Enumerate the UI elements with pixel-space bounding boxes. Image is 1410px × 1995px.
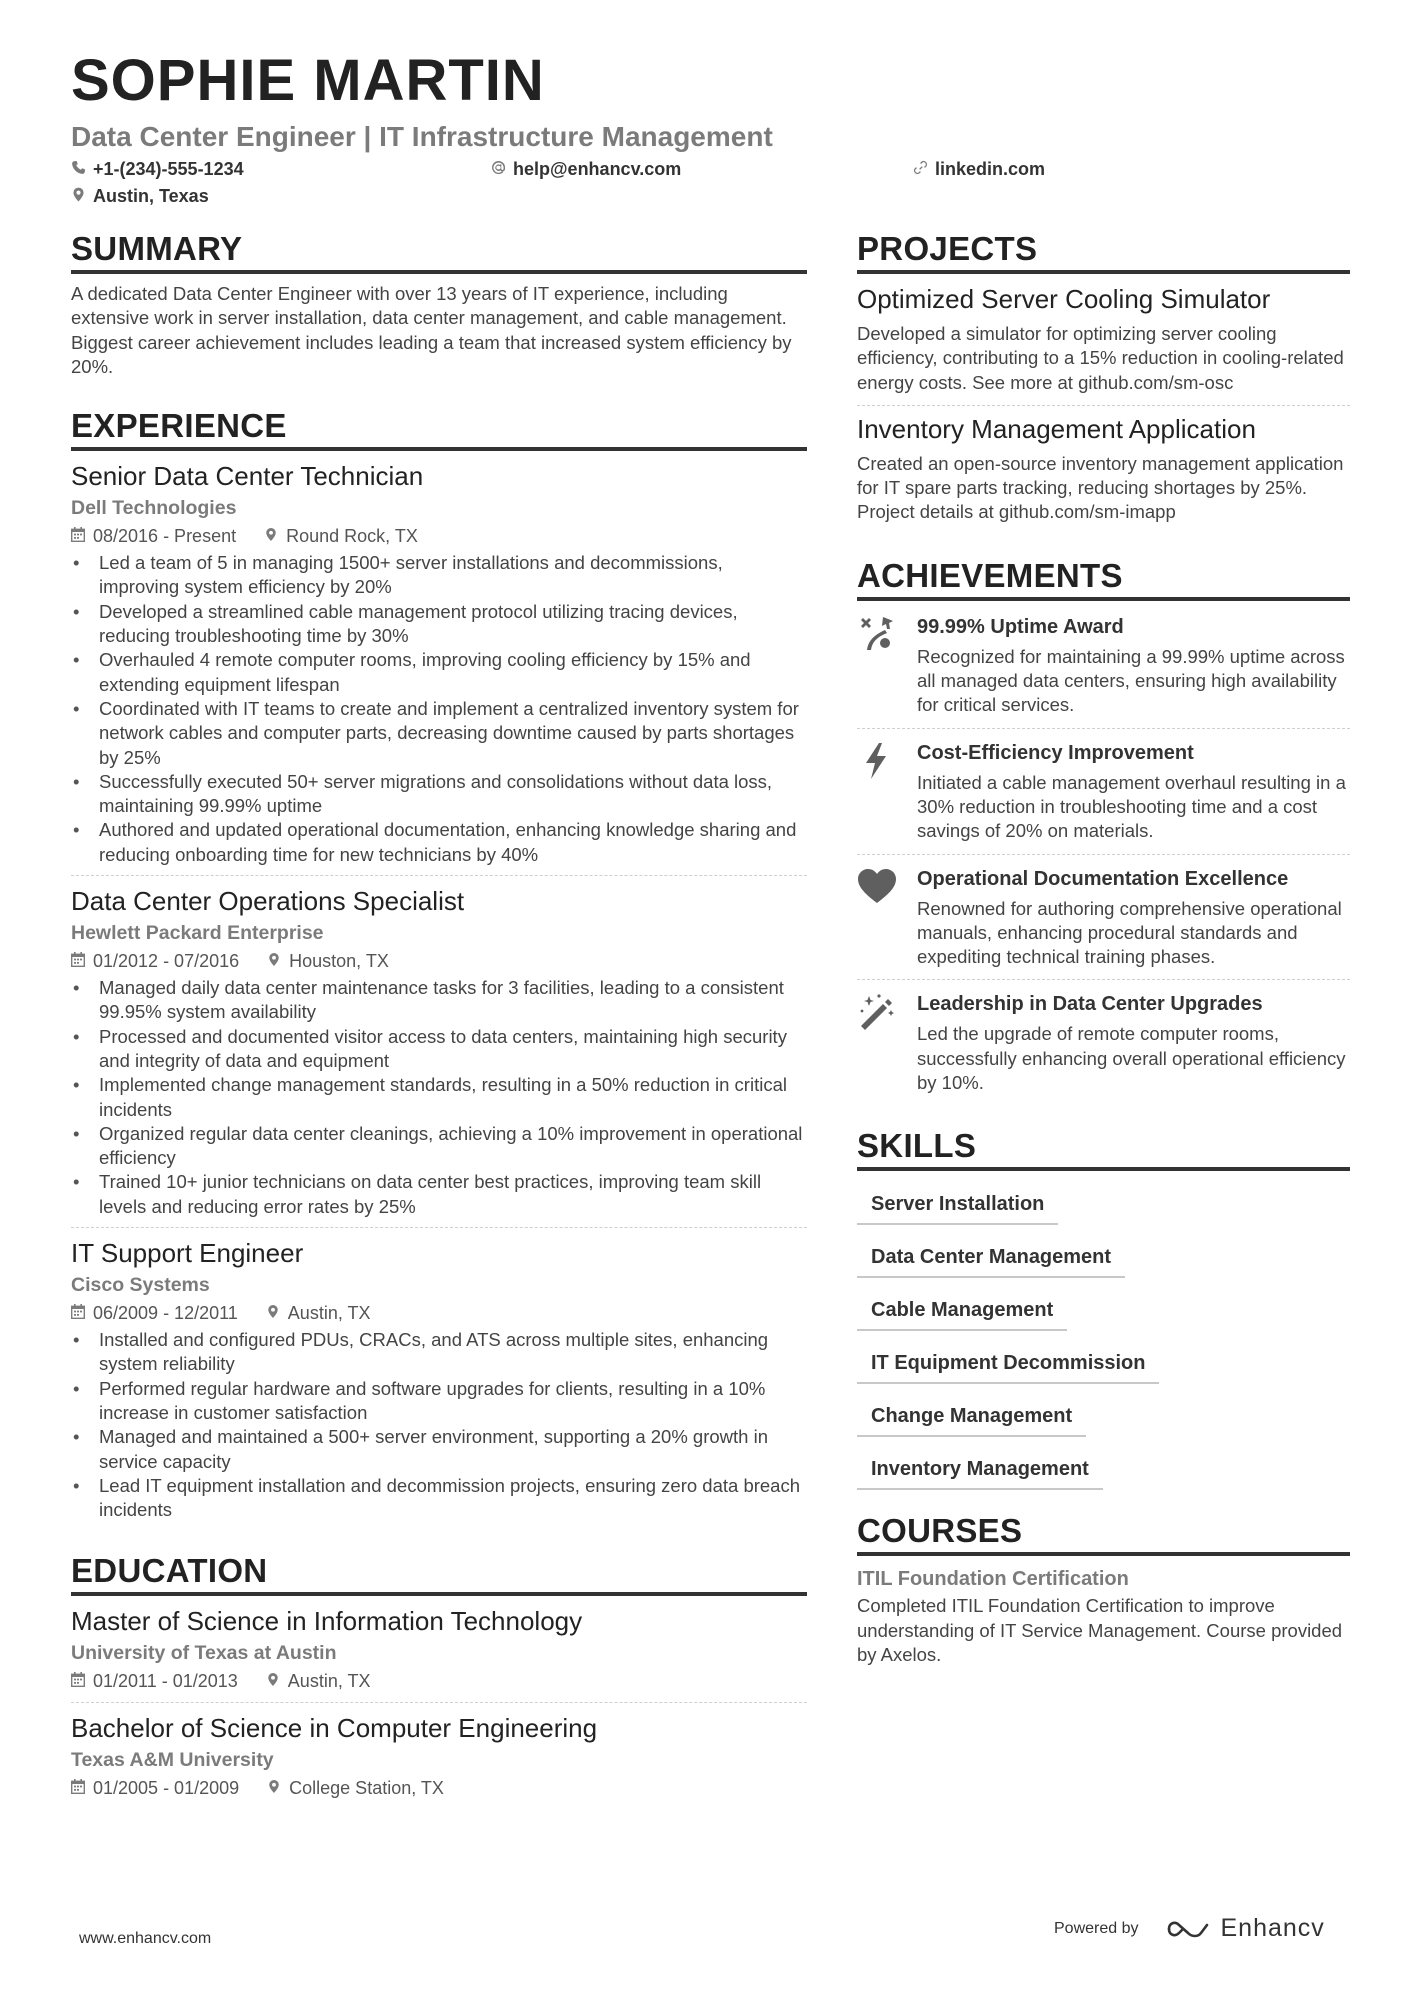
candidate-name: SOPHIE MARTIN bbox=[71, 48, 545, 113]
job-bullets bbox=[71, 976, 807, 1219]
company-name: Cisco Systems bbox=[71, 1274, 210, 1297]
job-meta bbox=[71, 1300, 807, 1326]
location-pin-icon bbox=[266, 1300, 280, 1326]
school-name: University of Texas at Austin bbox=[71, 1642, 337, 1665]
bullet: • Trained 10+ junior technicians on data center best practices, improving team skill levels and reducing error rates by 25% bbox=[71, 1170, 807, 1219]
location-pin-icon bbox=[266, 1668, 280, 1694]
education-meta bbox=[71, 1668, 807, 1694]
job-bullets bbox=[71, 551, 807, 867]
calendar-icon bbox=[71, 1300, 85, 1326]
job-title: IT Support Engineer bbox=[71, 1238, 304, 1269]
link-icon bbox=[913, 160, 928, 178]
course-description: Completed ITIL Foundation Certification to improve understanding of IT Service Management. Course provided by Axelos. bbox=[857, 1595, 1343, 1665]
education-entry bbox=[71, 1702, 807, 1809]
projects-heading: PROJECTS bbox=[857, 232, 1350, 274]
skill-tag: Data Center Management bbox=[857, 1238, 1125, 1278]
bullet: • Implemented change management standards, resulting in a 50% reduction in critical incidents bbox=[71, 1073, 807, 1122]
heart-icon bbox=[857, 865, 917, 970]
courses-heading: COURSES bbox=[857, 1514, 1350, 1556]
left-column bbox=[71, 232, 807, 1839]
email-text: help@enhancv.com bbox=[513, 159, 682, 179]
calendar-icon bbox=[71, 523, 85, 549]
bullet: • Performed regular hardware and software upgrades for clients, resulting in a 10% increase in customer satisfaction bbox=[71, 1377, 807, 1426]
summary-heading: SUMMARY bbox=[71, 232, 807, 274]
bullet: • Overhauled 4 remote computer rooms, improving cooling efficiency by 15% and extending equipment lifespan bbox=[71, 648, 807, 697]
linkedin-text: linkedin.com bbox=[935, 159, 1046, 179]
job-meta bbox=[71, 948, 807, 974]
school-name: Texas A&M University bbox=[71, 1749, 274, 1772]
footer-website[interactable]: www.enhancv.com bbox=[79, 1930, 212, 1947]
location-text: Austin, Texas bbox=[93, 186, 209, 206]
education-meta bbox=[71, 1775, 807, 1801]
location-pin-icon bbox=[267, 948, 281, 974]
phone-icon bbox=[71, 160, 86, 178]
enhancv-logo[interactable] bbox=[1165, 1914, 1325, 1943]
job-location: Austin, TX bbox=[287, 1303, 371, 1324]
contact-linkedin[interactable] bbox=[913, 160, 1045, 178]
powered-by-text: Powered by bbox=[1054, 1919, 1139, 1937]
experience-entry bbox=[71, 459, 807, 875]
contact-email[interactable] bbox=[491, 160, 681, 178]
education-heading: EDUCATION bbox=[71, 1554, 807, 1596]
bullet: • Lead IT equipment installation and decommission projects, ensuring zero data breach incidents bbox=[71, 1474, 807, 1523]
route-icon bbox=[857, 613, 917, 718]
achievement-title: Leadership in Data Center Upgrades bbox=[917, 993, 1263, 1016]
location-pin-icon bbox=[267, 1775, 281, 1801]
lightning-icon bbox=[857, 739, 917, 844]
contact-location bbox=[71, 187, 209, 205]
achievement-entry bbox=[857, 603, 1350, 728]
experience-entry bbox=[71, 1227, 807, 1530]
achievement-title: Cost-Efficiency Improvement bbox=[917, 741, 1194, 764]
location-pin-icon bbox=[71, 187, 86, 205]
experience-section bbox=[71, 409, 807, 1530]
right-column bbox=[857, 232, 1350, 1697]
bullet: • Developed a streamlined cable management protocol utilizing tracing devices, reducing troubleshooting time by 30% bbox=[71, 600, 807, 649]
skill-tag: Server Installation bbox=[857, 1185, 1058, 1225]
skills-section bbox=[857, 1129, 1350, 1490]
project-description: Developed a simulator for optimizing server cooling efficiency, contributing to a 15% reduction in cooling-related energy costs. See more at github.com/sm-osc bbox=[857, 323, 1344, 393]
job-title: Data Center Operations Specialist bbox=[71, 886, 465, 917]
bullet: • Authored and updated operational documentation, enhancing knowledge sharing and reducing onboarding time for new technicians by 40% bbox=[71, 818, 807, 867]
degree: Bachelor of Science in Computer Engineering bbox=[71, 1713, 598, 1744]
courses-section bbox=[857, 1514, 1350, 1667]
job-location: Round Rock, TX bbox=[286, 526, 418, 547]
bullet: • Managed daily data center maintenance tasks for 3 facilities, leading to a consistent 99.95% system availability bbox=[71, 976, 807, 1025]
bullet: • Coordinated with IT teams to create and implement a centralized inventory system for network cables and computer parts, decreasing downtime caused by parts shortages by 25% bbox=[71, 697, 807, 770]
bullet: • Led a team of 5 in managing 1500+ server installations and decommissions, improving system efficiency by 20% bbox=[71, 551, 807, 600]
skills-heading: SKILLS bbox=[857, 1129, 1350, 1171]
phone-text: +1-(234)-555-1234 bbox=[93, 159, 244, 179]
skill-tag: Inventory Management bbox=[857, 1450, 1103, 1490]
job-dates: 08/2016 - Present bbox=[93, 526, 237, 547]
calendar-icon bbox=[71, 948, 85, 974]
course-name: ITIL Foundation Certification bbox=[857, 1568, 1129, 1591]
location-pin-icon bbox=[264, 523, 278, 549]
company-name: Dell Technologies bbox=[71, 497, 237, 520]
bullet: • Organized regular data center cleanings, achieving a 10% improvement in operational efficiency bbox=[71, 1122, 807, 1171]
achievement-description: Led the upgrade of remote computer rooms, successfully enhancing overall operational efficiency by 10%. bbox=[917, 1023, 1346, 1094]
skill-tag: Change Management bbox=[857, 1397, 1086, 1437]
achievement-description: Renowned for authoring comprehensive operational manuals, enhancing procedural standards and expediting technical training phases. bbox=[917, 897, 1342, 968]
skill-tag: IT Equipment Decommission bbox=[857, 1344, 1159, 1384]
contact-phone[interactable] bbox=[71, 160, 244, 178]
education-location: College Station, TX bbox=[289, 1778, 444, 1799]
degree: Master of Science in Information Technology bbox=[71, 1606, 583, 1637]
project-entry bbox=[857, 282, 1350, 405]
magic-wand-icon bbox=[857, 990, 917, 1095]
projects-section bbox=[857, 232, 1350, 535]
company-name: Hewlett Packard Enterprise bbox=[71, 922, 324, 945]
bullet: • Processed and documented visitor access to data centers, maintaining high security and integrity of data and equipment bbox=[71, 1025, 807, 1074]
at-icon bbox=[491, 160, 506, 178]
skills-list bbox=[857, 1179, 1350, 1490]
education-dates: 01/2011 - 01/2013 bbox=[93, 1671, 238, 1692]
summary-text: A dedicated Data Center Engineer with over 13 years of IT experience, including extensive work in server installation, data center management, and cable management. Biggest career achievement includes leading a team that increased system efficiency by 20%. bbox=[71, 283, 792, 377]
calendar-icon bbox=[71, 1775, 85, 1801]
education-location: Austin, TX bbox=[287, 1671, 371, 1692]
job-location: Houston, TX bbox=[289, 951, 389, 972]
project-description: Created an open-source inventory management application for IT spare parts tracking, reducing shortages by 25%. Project details at github.com/sm-imapp bbox=[857, 452, 1344, 523]
achievements-section bbox=[857, 556, 1350, 1106]
achievement-entry bbox=[857, 979, 1350, 1105]
experience-entry bbox=[71, 875, 807, 1227]
skill-tag: Cable Management bbox=[857, 1291, 1067, 1331]
achievement-entry bbox=[857, 728, 1350, 854]
job-dates: 06/2009 - 12/2011 bbox=[93, 1303, 238, 1324]
calendar-icon bbox=[71, 1668, 85, 1694]
bullet: • Successfully executed 50+ server migrations and consolidations without data loss, maintaining 99.99% uptime bbox=[71, 770, 807, 819]
project-name: Inventory Management Application bbox=[857, 413, 1256, 444]
bullet: • Managed and maintained a 500+ server environment, supporting a 20% growth in service capacity bbox=[71, 1425, 807, 1474]
education-dates: 01/2005 - 01/2009 bbox=[93, 1778, 240, 1799]
project-entry bbox=[857, 405, 1350, 535]
education-entry bbox=[71, 1604, 807, 1702]
bullet: • Installed and configured PDUs, CRACs, and ATS across multiple sites, enhancing system reliability bbox=[71, 1328, 807, 1377]
enhancv-logo-icon bbox=[1165, 1917, 1211, 1941]
summary-section bbox=[71, 232, 807, 379]
achievement-title: Operational Documentation Excellence bbox=[917, 867, 1289, 890]
achievement-title: 99.99% Uptime Award bbox=[917, 615, 1124, 638]
headline: Data Center Engineer | IT Infrastructure Management bbox=[71, 121, 773, 152]
job-bullets bbox=[71, 1328, 807, 1522]
achievement-entry bbox=[857, 854, 1350, 980]
job-meta bbox=[71, 523, 807, 549]
job-dates: 01/2012 - 07/2016 bbox=[93, 951, 240, 972]
achievement-description: Initiated a cable management overhaul resulting in a 30% reduction in troubleshooting time and a cost savings of 20% on materials. bbox=[917, 771, 1346, 842]
achievements-heading: ACHIEVEMENTS bbox=[857, 559, 1350, 601]
education-section bbox=[71, 1554, 807, 1809]
brand-name: Enhancv bbox=[1220, 1914, 1325, 1942]
footer-branding bbox=[1054, 1914, 1325, 1943]
job-title: Senior Data Center Technician bbox=[71, 461, 424, 492]
achievement-description: Recognized for maintaining a 99.99% uptime across all managed data centers, ensuring high availability for critical services. bbox=[917, 645, 1345, 716]
project-name: Optimized Server Cooling Simulator bbox=[857, 284, 1271, 314]
experience-heading: EXPERIENCE bbox=[71, 409, 807, 451]
